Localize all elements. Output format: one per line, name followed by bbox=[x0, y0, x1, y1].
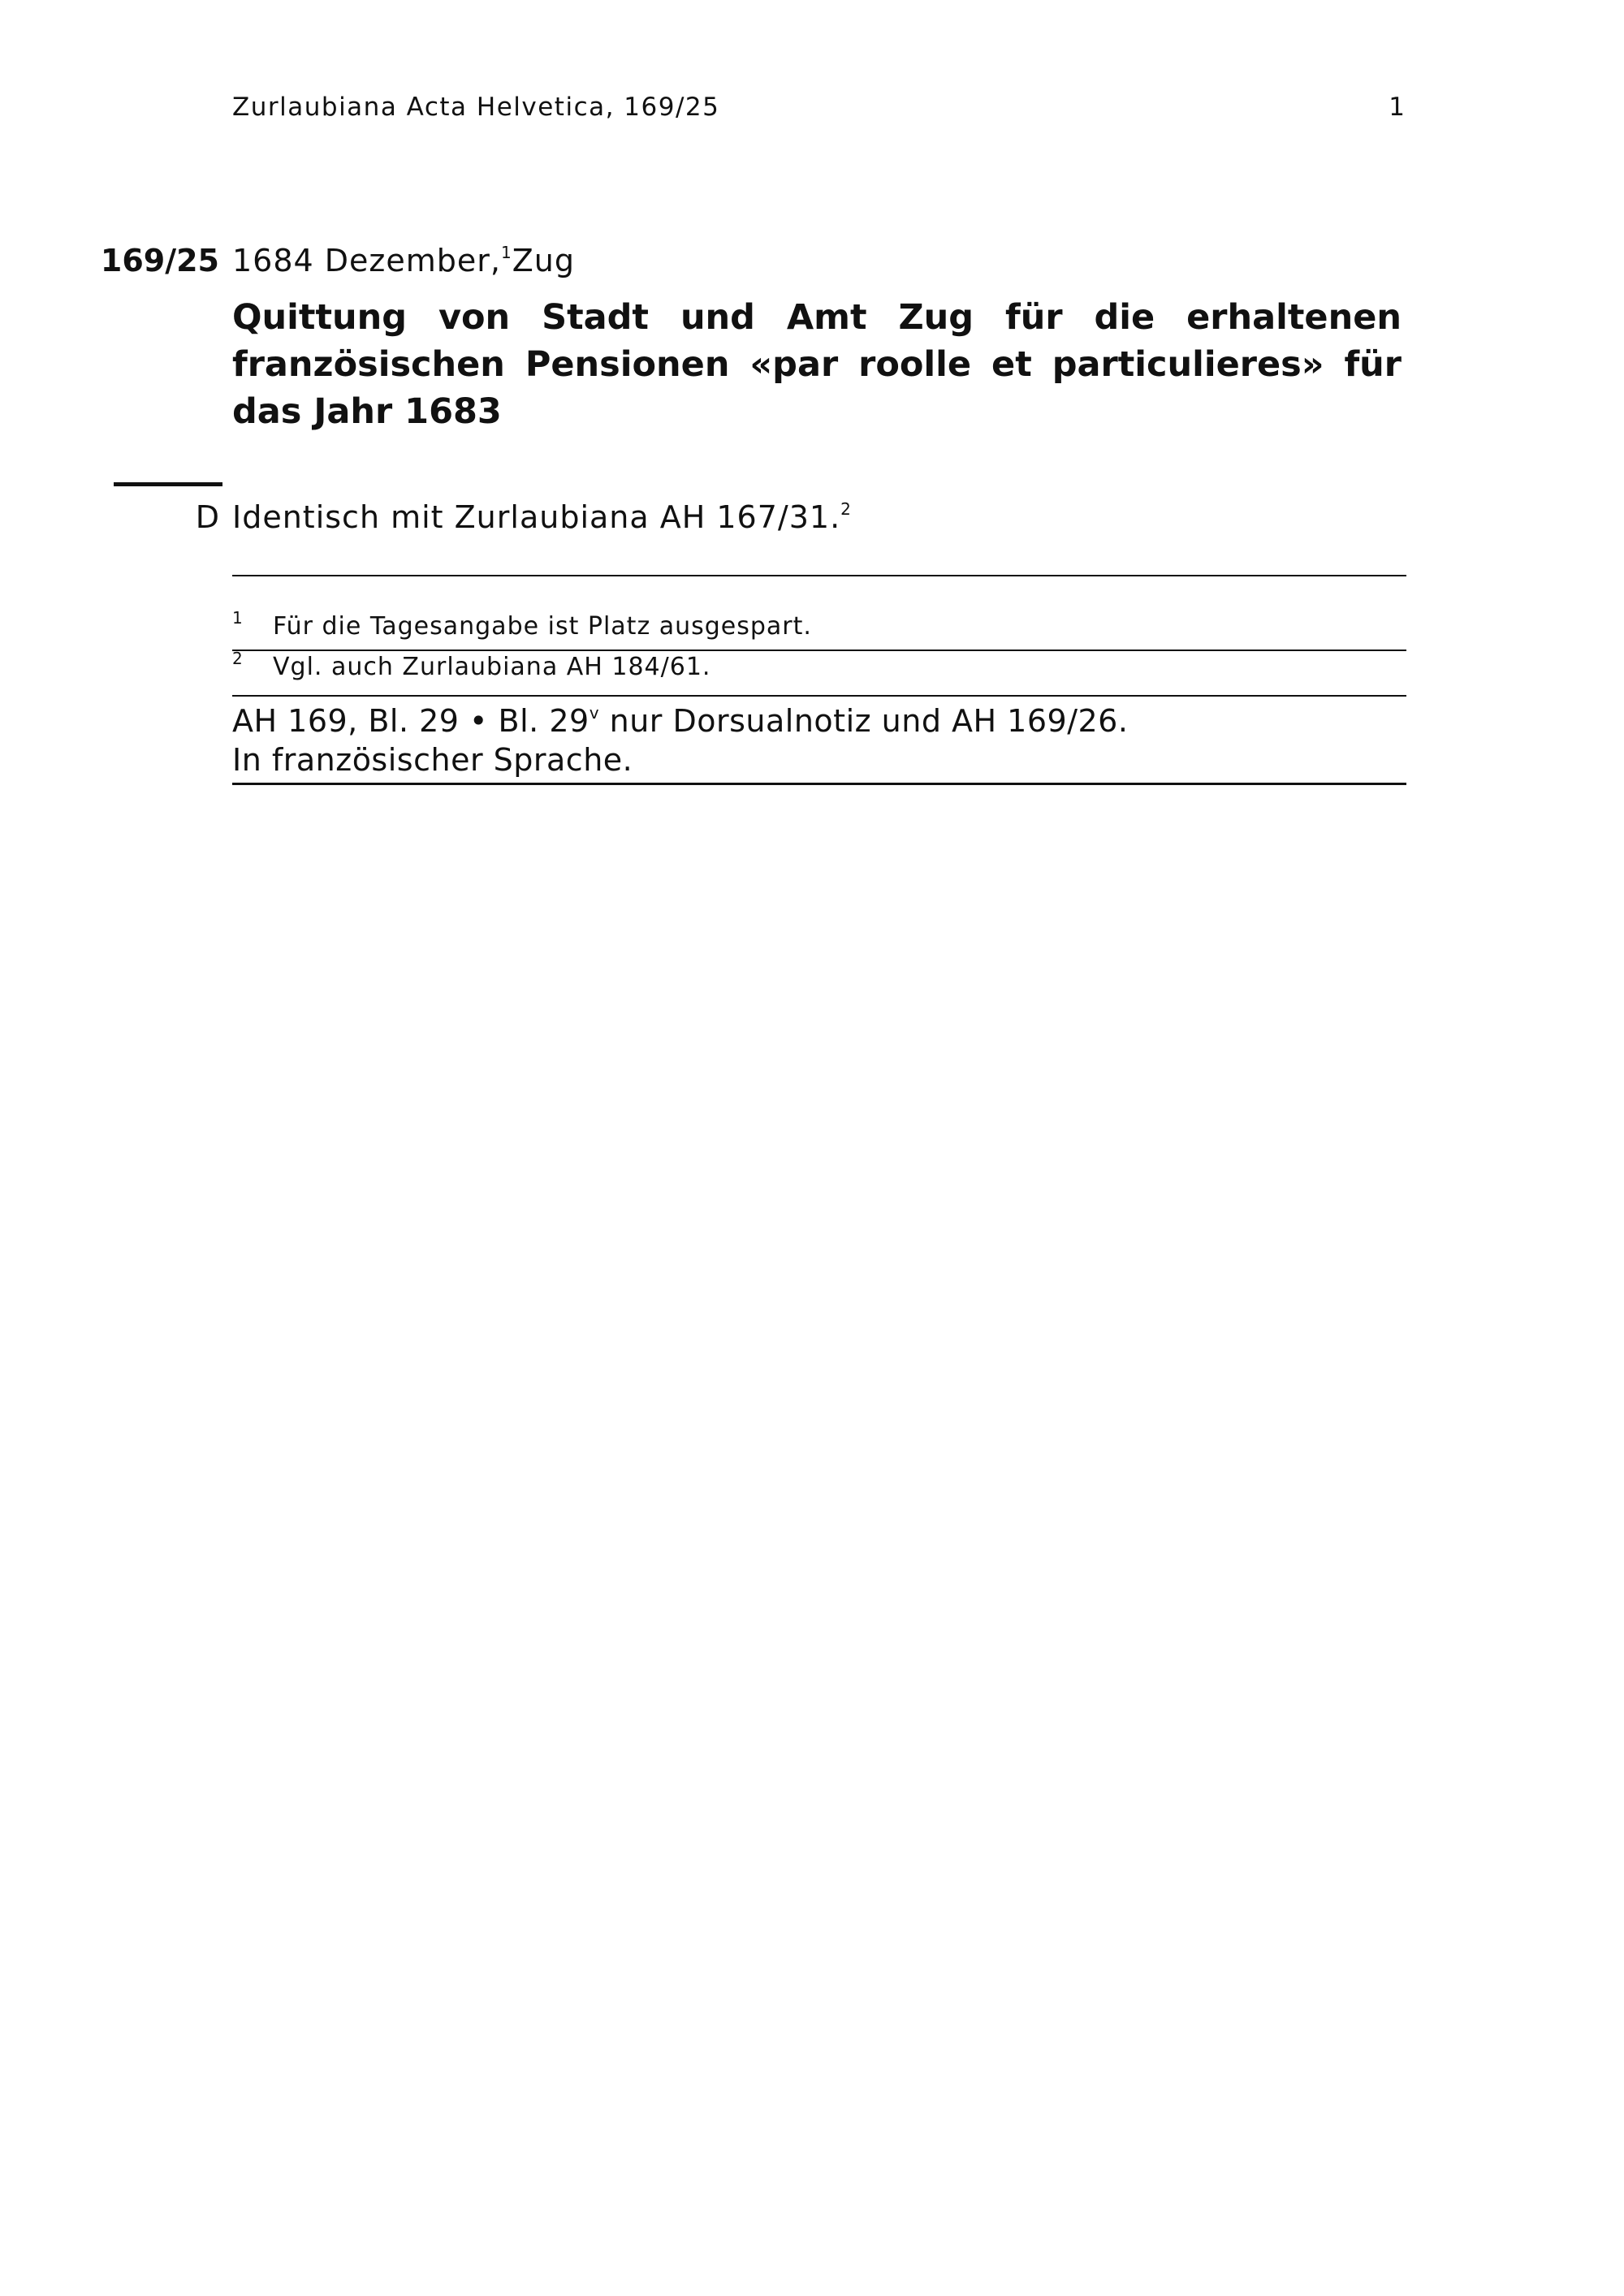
document-number: 169/25 bbox=[100, 243, 219, 278]
section-d-text bbox=[232, 497, 852, 537]
document-date-place bbox=[232, 240, 575, 281]
section-divider bbox=[114, 482, 222, 486]
verso-marker: v bbox=[589, 703, 600, 723]
source-bottom-rule bbox=[232, 783, 1406, 785]
date-text: 1684 Dezember, bbox=[232, 243, 501, 278]
source-top-rule bbox=[232, 695, 1406, 697]
footnote-text: Für die Tagesangabe ist Platz ausgespart. bbox=[273, 612, 812, 641]
section-d-body: Identisch mit Zurlaubiana AH 167/31. bbox=[232, 499, 841, 535]
page-number: 1 bbox=[1389, 93, 1405, 122]
source-line-1 bbox=[232, 701, 1406, 740]
running-header-title: Zurlaubiana Acta Helvetica, 169/25 bbox=[232, 93, 720, 122]
section-label-d: D bbox=[195, 499, 219, 535]
source-line-2: In französischer Sprache. bbox=[232, 742, 633, 778]
place-text: Zug bbox=[512, 243, 575, 278]
footnote-marker: 2 bbox=[232, 649, 244, 668]
source-info bbox=[232, 701, 1406, 779]
source-note: nur Dorsualnotiz und AH 169/26. bbox=[599, 703, 1129, 739]
footnote-reference: 2 bbox=[840, 499, 852, 519]
footnote-text: Vgl. auch Zurlaubiana AH 184/61. bbox=[273, 653, 711, 681]
source-reference: AH 169, Bl. 29 • Bl. 29 bbox=[232, 703, 590, 739]
document-title: Quittung von Stadt und Amt Zug für die erhaltenen französischen Pensionen «par roolle et particulieres» für das Jahr 1683 bbox=[232, 297, 1402, 432]
footnote-reference: 1 bbox=[500, 243, 512, 262]
footnotes-top-rule bbox=[232, 575, 1406, 576]
footnote-marker: 1 bbox=[232, 608, 244, 628]
